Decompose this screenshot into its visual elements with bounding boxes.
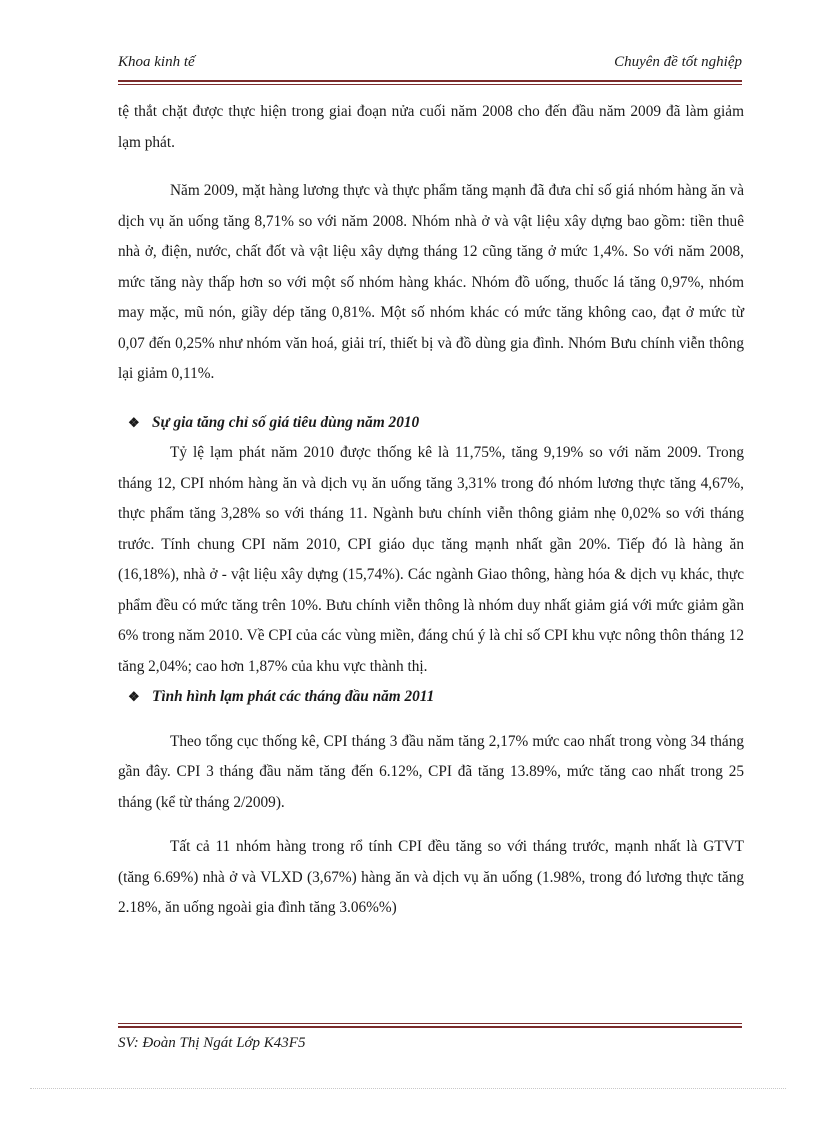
section-heading-2011: [118, 682, 744, 713]
header-rule-thick: [118, 80, 742, 82]
paragraph-2011-cpi: Theo tổng cục thống kê, CPI tháng 3 đầu năm tăng 2,17% mức cao nhất trong vòng 34 tháng gần đây. CPI 3 tháng đầu năm tăng đến 6.12%, CPI đã tăng 13.89%, mức tăng cao nhất trong 25 tháng (kể từ tháng 2/2009).: [118, 732, 744, 811]
footer-rule-thin: [118, 1023, 742, 1024]
footer-rule-thick: [118, 1026, 742, 1028]
paragraph-continuation: tệ thắt chặt được thực hiện trong giai đoạn nửa cuối năm 2008 cho đến đầu năm 2009 đã làm giảm lạm phát.: [118, 103, 744, 151]
page-footer: SV: Đoàn Thị Ngát Lớp K43F5: [118, 1035, 306, 1051]
paragraph-2009: Năm 2009, mặt hàng lương thực và thực phẩm tăng mạnh đã đưa chỉ số giá nhóm hàng ăn và dịch vụ ăn uống tăng 8,71% so với năm 2008. Nhóm nhà ở và vật liệu xây dựng bao gồm: tiền thuê nhà ở, điện, nước, chất đốt và vật liệu xây dựng tháng 12 cũng tăng ở mức 1,4%. So với năm 2008, mức tăng này thấp hơn so với một số nhóm hàng khác. Nhóm đồ uống, thuốc lá tăng 0,97%, nhóm may mặc, mũ nón, giầy dép tăng 0,81%. Một số nhóm khác có mức tăng không cao, đạt ở mức từ 0,07 đến 0,25% như nhóm văn hoá, giải trí, thiết bị và đồ dùng gia đình. Nhóm Bưu chính viễn thông lại giảm 0,11%.: [118, 182, 744, 382]
section-heading-2010-text: Sự gia tăng chỉ số giá tiêu dùng năm 2010: [152, 413, 420, 431]
paragraph-2011-groups: Tất cả 11 nhóm hàng trong rổ tính CPI đều tăng so với tháng trước, mạnh nhất là GTVT (tăng 6.69%) nhà ở và VLXD (3,67%) hàng ăn và dịch vụ ăn uống (1.98%, trong đó lương thực tăng 2.18%, ăn uống ngoài gia đình tăng 3.06%%): [118, 838, 744, 916]
header-rule-thin: [118, 84, 742, 85]
section-heading-2010: [118, 408, 744, 439]
paragraph-2010: Tỷ lệ lạm phát năm 2010 được thống kê là 11,75%, tăng 9,19% so với năm 2009. Trong tháng 12, CPI nhóm hàng ăn và dịch vụ ăn uống tăng 3,31% trong đó nhóm lương thực tăng 4,67%, thực phẩm tăng 3,28% so với tháng 11. Ngành bưu chính viễn thông giảm nhẹ 0,02% so với tháng trước. Tính chung CPI năm 2010, CPI giáo dục tăng mạnh nhất gần 20%. Tiếp đó là hàng ăn (16,18%), nhà ở - vật liệu xây dựng (15,74%). Các ngành Giao thông, hàng hóa & dịch vụ khác, thực phẩm đều có mức tăng trên 10%. Bưu chính viễn thông là nhóm duy nhất giảm giá với mức giảm gần 6% trong năm 2010. Về CPI của các vùng miền, đáng chú ý là chỉ số CPI khu vực nông thôn tháng 12 tăng 2,04%; cao hơn 1,87% của khu vực thành thị.: [118, 444, 744, 675]
diamond-bullet-icon: ❖: [128, 414, 140, 430]
page-header: [118, 54, 742, 76]
page-body: [118, 97, 744, 924]
page-break-divider: [30, 1088, 786, 1089]
diamond-bullet-icon: ❖: [128, 689, 140, 704]
section-heading-2011-text: Tình hình lạm phát các tháng đầu năm 2011: [152, 688, 435, 705]
header-faculty: Khoa kinh tế: [118, 54, 195, 70]
header-doc-type: Chuyên đề tốt nghiệp: [614, 54, 742, 70]
